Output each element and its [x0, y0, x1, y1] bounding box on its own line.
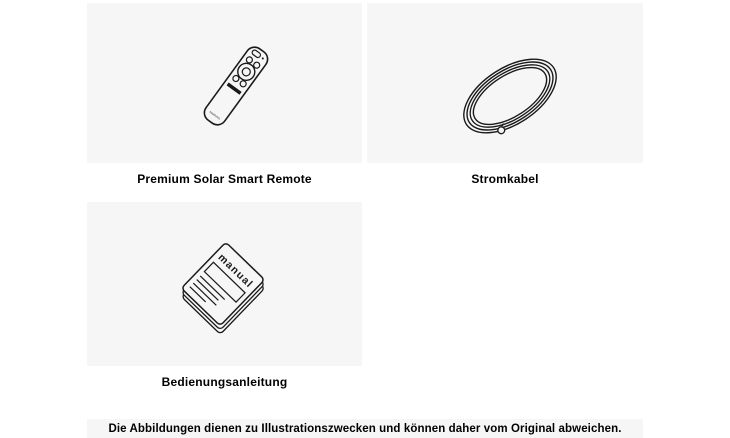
- remote-brand-text: SAMSUNG: [208, 110, 221, 121]
- power-cable-illustration: [367, 3, 643, 163]
- manual-illustration: [87, 202, 362, 366]
- accessory-item-remote: [87, 3, 362, 202]
- manual-cover-text: manual: [215, 251, 256, 291]
- accessory-card-power-cable: [367, 3, 643, 163]
- accessory-item-manual: [87, 202, 362, 405]
- accessory-item-power-cable: [367, 3, 643, 202]
- disclaimer-text: Die Abbildungen dienen zu Illustrationszwecken und können daher vom Original abweichen.: [108, 422, 622, 435]
- empty-cell: [367, 202, 643, 405]
- accessories-row-1: [87, 3, 643, 202]
- accessories-row-2: [87, 202, 643, 405]
- accessory-card-remote: [87, 3, 362, 163]
- accessory-label-remote: Premium Solar Smart Remote: [137, 172, 312, 186]
- remote-illustration: [87, 3, 362, 163]
- whats-in-the-box-section: [87, 0, 643, 438]
- accessory-label-power-cable: Stromkabel: [471, 172, 539, 186]
- accessory-label-manual: Bedienungsanleitung: [161, 375, 288, 389]
- disclaimer-bar: [87, 419, 643, 438]
- accessory-card-manual: [87, 202, 362, 366]
